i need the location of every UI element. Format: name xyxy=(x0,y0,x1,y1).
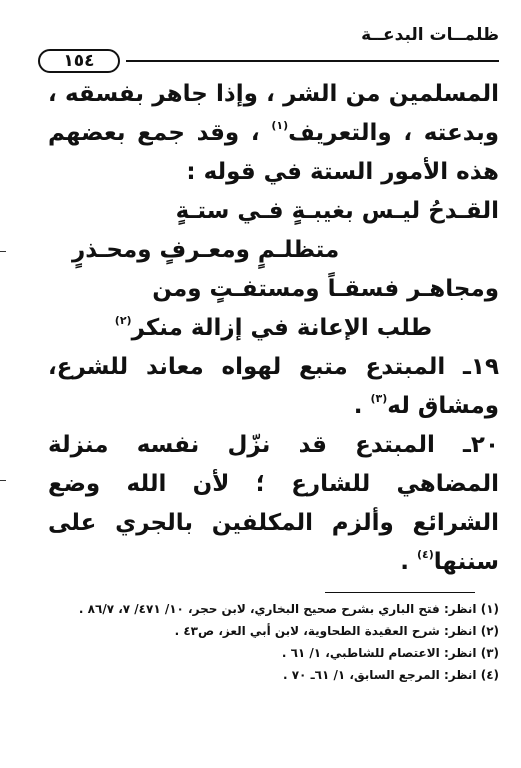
item-suffix: . xyxy=(353,393,371,419)
footnote: (٣) انظر: الاعتصام للشاطبي، ١/ ٦١ . xyxy=(281,646,499,660)
paragraph-text: المسلمين من الشر ، وإذا جاهر بفسقه ، وبدعته ، والتعريف xyxy=(48,81,499,146)
item-suffix: . xyxy=(400,549,417,575)
numbered-item-19 xyxy=(48,348,499,426)
numbered-item-20 xyxy=(48,426,499,582)
poem-line xyxy=(48,309,499,348)
page-number: ١٥٤ xyxy=(38,49,120,73)
poem-line: ومجاهـر فسقـاً ومستفـتٍ ومن xyxy=(152,276,499,302)
footnote-ref: (١) xyxy=(271,119,289,132)
poem-line: متظلـمٍ ومعـرفٍ ومحـذرٍ xyxy=(72,237,340,263)
footnote-separator xyxy=(325,592,475,593)
poem-line: القـدحُ ليـس بغيبـةٍ فـي ستـةٍ xyxy=(175,198,499,224)
footnote: (٤) انظر: المرجع السابق، ١/ ٦١ـ ٧٠ . xyxy=(282,668,499,682)
footnote: (٢) انظر: شرح العقيدة الطحاوية، لابن أبي العز، ص٤٣ . xyxy=(174,624,499,638)
running-title: ظلمــات البدعــة xyxy=(361,25,499,45)
footnote-ref: (٤) xyxy=(417,548,434,561)
footnote-ref: (٢) xyxy=(114,314,132,327)
poem xyxy=(48,192,499,348)
edge-tick xyxy=(0,251,6,252)
edge-tick xyxy=(0,480,6,481)
item-text: ١٩ـ المبتدع متبع لهواه معاند للشرع، ومشاق له xyxy=(48,354,499,419)
page-header xyxy=(38,22,499,71)
paragraph-text: ، وقد جمع بعضهم هذه الأمور الستة في قوله : xyxy=(48,120,499,185)
footnote: (١) انظر: فتح الباري بشرح صحيح البخاري، لابن حجر، ١٠/ ٤٧١/ ٧، ٨٦/٧ . xyxy=(78,602,499,616)
paragraph-intro xyxy=(48,75,499,192)
item-text: ٢٠ـ المبتدع قد نزّل نفسه منزلة المضاهي للشارع ؛ لأن الله وضع الشرائع وألزم المكلفين بالجري على سننها xyxy=(48,432,499,575)
poem-line-text: طلب الإعانة في إزالة منكر xyxy=(131,315,433,341)
main-text xyxy=(48,75,499,582)
footnote-ref: (٣) xyxy=(370,392,388,405)
footnotes xyxy=(48,598,499,686)
header-rule xyxy=(126,60,499,62)
